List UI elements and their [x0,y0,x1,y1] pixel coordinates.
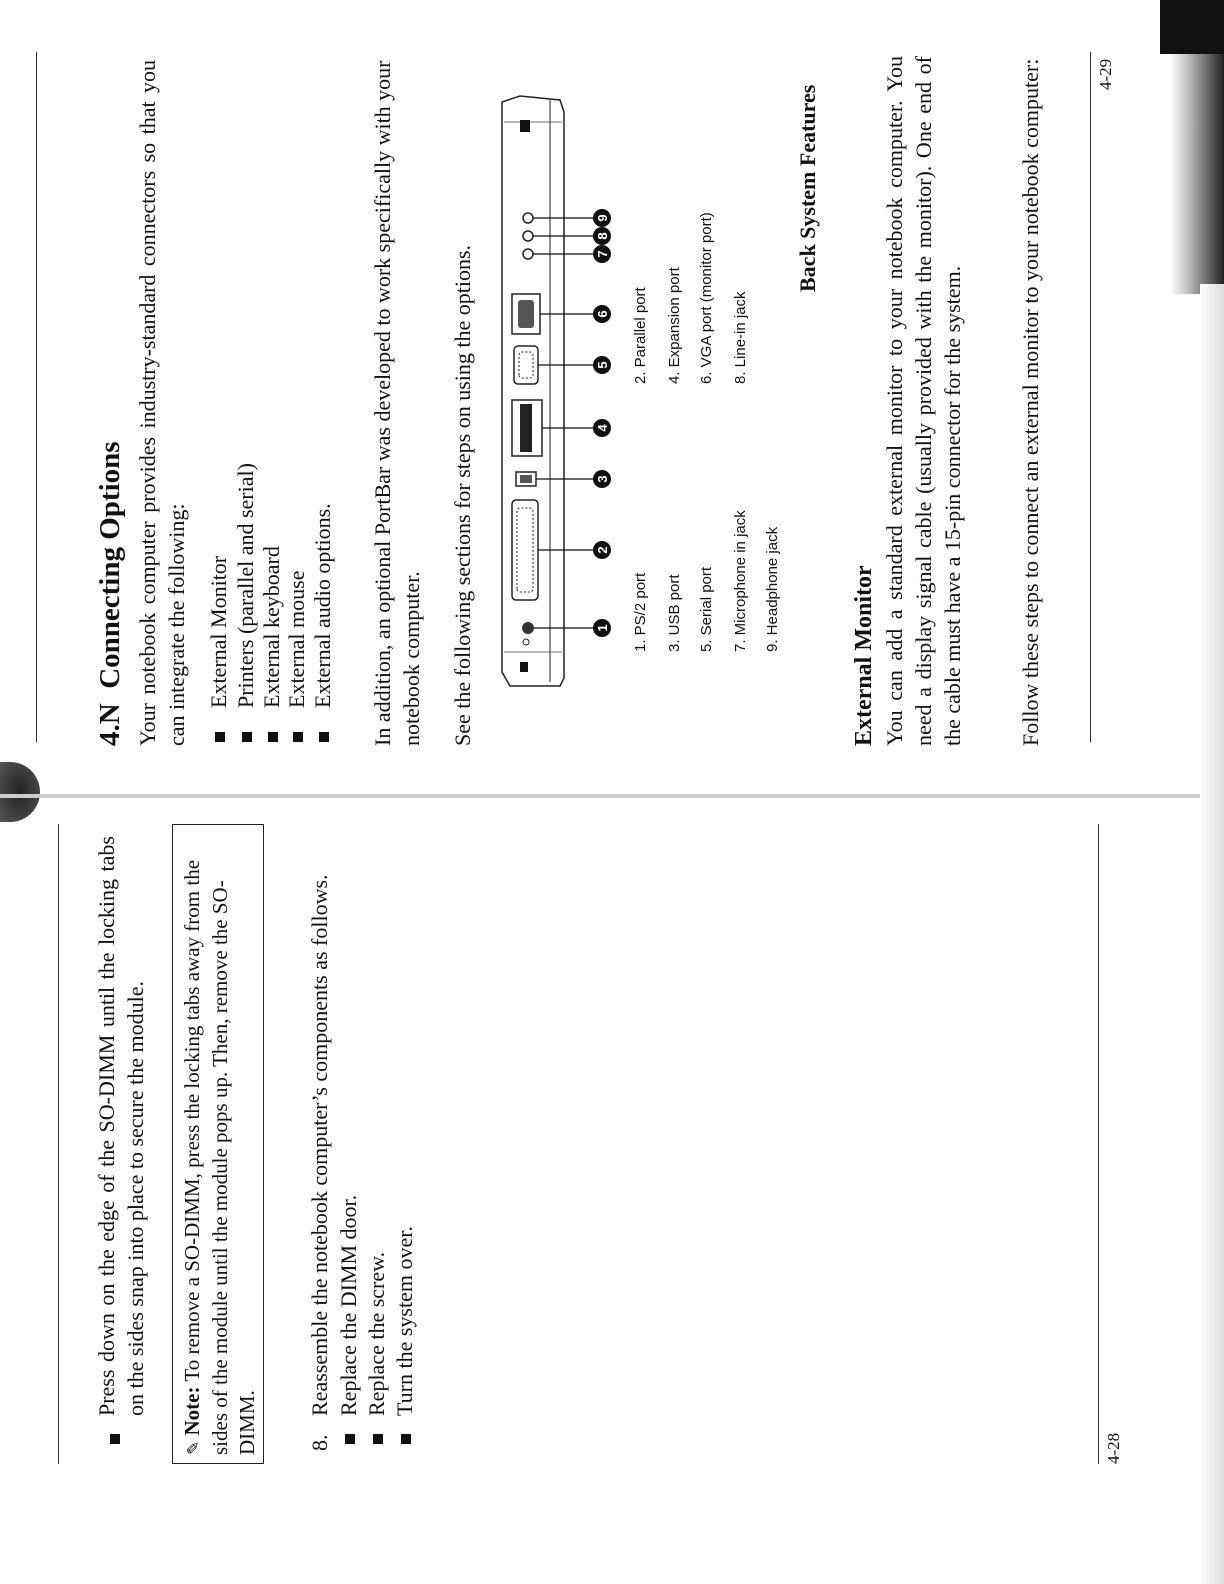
legend-item: 4. Expansion port [666,267,683,384]
scan-edge-mark [1160,0,1224,54]
bullet-square [401,1434,411,1444]
legend-item: 5. Serial port [698,566,715,652]
back-panel-illustration [490,52,625,692]
callout-label: 4 [595,424,610,432]
binding-gutter [0,794,1224,798]
option-item: Printers (parallel and serial) [233,463,258,708]
option-item: External mouse [284,570,309,708]
legend-item: 8. Line-in jack [732,291,749,384]
callout-label: 1 [595,624,610,632]
scan-edge-gradient [1200,284,1224,1584]
callout-label: 8 [595,232,610,240]
top-rule [58,824,59,1464]
intro-text: Your notebook computer provides industry-standard connectors so that you can integrate the following: [135,60,189,746]
sub-step-item: Replace the screw. [364,1251,389,1416]
note-text: To remove a SO-DIMM, press the locking tabs away from the sides of the module until the module pops up. Then, remove the SO-DIMM. [180,859,259,1455]
bullet-square [345,1434,355,1444]
callout-label: 6 [595,310,610,318]
page-number: 4-28 [1104,1432,1123,1464]
note-pen-icon: ✎ [184,1440,203,1455]
callout-label: 9 [595,214,610,222]
page-number: 4-29 [1096,58,1115,90]
bullet-square [319,732,329,742]
top-rule [36,52,37,742]
option-item: External Monitor [206,555,231,708]
legend-item: 3. USB port [666,574,683,652]
bullet-square [373,1434,383,1444]
legend-item: 7. Microphone in jack [732,510,749,652]
bullet-square [215,732,225,742]
legend-item: 2. Parallel port [632,287,649,384]
subsection-title: External Monitor [851,565,877,746]
external-monitor-text: You can add a standard external monitor to your notebook computer. You need a display signal cable (usually provided with the monitor). One end of the cable must have a 15-pin connector for the system. [882,56,965,746]
callout-label: 7 [595,250,610,258]
callout-label: 5 [595,361,610,369]
legend-item: 9. Headphone jack [764,526,781,652]
see-text: See the following sections for steps on using the options. [450,244,475,746]
option-item: External audio options. [310,503,335,708]
legend-item: 6. VGA port (monitor port) [698,212,715,384]
callout-label: 3 [595,475,610,483]
step-text: Reassemble the notebook computer’s components as follows. [307,874,332,1416]
section-number: 4.N [94,703,126,746]
note-label: Note: [180,1386,204,1436]
bullet-square [242,732,252,742]
legend-item: 1. PS/2 port [632,572,649,652]
bottom-rule [1090,52,1091,742]
callout-label: 2 [595,546,610,554]
note-box [172,824,264,1464]
follow-text: Follow these steps to connect an external monitor to your notebook computer: [1018,58,1043,746]
left-page [0,792,1224,1584]
scan-shadow [1170,54,1224,294]
sub-step-item: Replace the DIMM door. [336,1194,361,1416]
bullet-square [293,732,303,742]
figure-caption: Back System Features [795,84,820,292]
sub-step-item: Turn the system over. [392,1226,417,1416]
option-item: External keyboard [259,546,284,708]
bullet-square [268,732,278,742]
bullet-press-text: Press down on the edge of the SO-DIMM until the locking tabs on the sides snap into place to secure the module. [94,836,148,1416]
bullet-square [110,1434,120,1444]
portbar-text: In addition, an optional PortBar was developed to work specifically with your notebook computer. [370,60,424,746]
section-title: Connecting Options [94,441,126,689]
section-heading [94,441,127,746]
step-number: 8. [307,1434,332,1451]
bottom-rule [1098,824,1099,1464]
